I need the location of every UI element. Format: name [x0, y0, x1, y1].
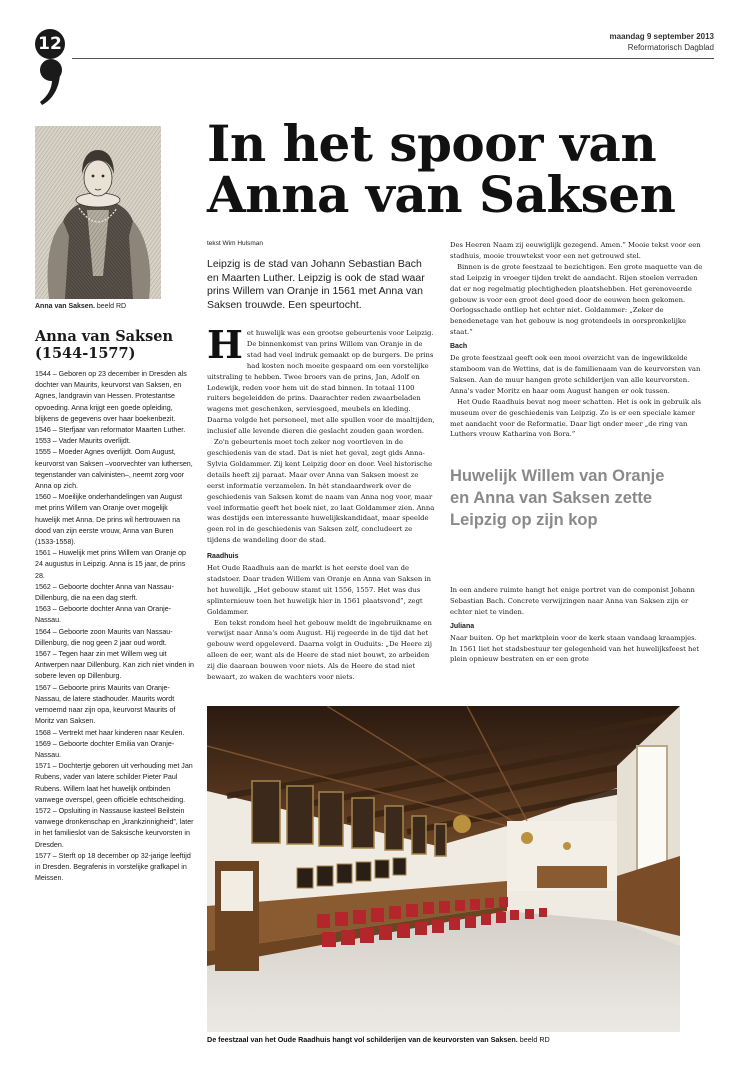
header-date: maandag 9 september 2013 [609, 32, 714, 41]
header-rule [72, 58, 714, 59]
article-byline: tekst Wim Hulsman [207, 240, 263, 247]
article-paragraph: Binnen is de grote feestzaal te bezichtigen. Een grote maquette van de stad Leipzig in vroeger tijden trekt de aandacht. Rijen stoelen verraden dat er nog regelmatig plechtigheden plaatshebben. Het gerenoveerde gebouw is voor een groot deel goed door de eeuwen heen gekomen. Oorlogsschade ontliep het echter niet. Goldammer: „Zeker de benedenetage van het gebouw is nog grotendeels in oorspronkelijke staat.” [450, 262, 703, 337]
timeline-entry: 1567 – Tegen haar zin met Willem weg uit Antwerpen naar Dillenburg. Kan zich niet vinden in sobere leven op Dillenburg. [35, 650, 194, 681]
timeline-entry: 1561 – Huwelijk met prins Willem van Oranje op 24 augustus in Leipzig. Anna is 15 jaar, de prins 28. [35, 549, 187, 580]
article-paragraph: In een andere ruimte hangt het enige portret van de componist Johann Sebastian Bach. Concrete verwijzingen naar Anna van Saksen zijn er echter niet te vinden. [450, 586, 695, 616]
timeline-entry: 1564 – Geboorte zoon Maurits van Nassau-Dillenburg, die nog geen 2 jaar oud wordt. [35, 627, 173, 647]
photo-caption-text: De feestzaal van het Oude Raadhuis hangt vol schilderijen van de keurvorsten van Saksen. [207, 1035, 518, 1044]
feestzaal-photo [207, 706, 680, 1032]
article-paragraph: Een tekst rondom heel het gebouw meldt de ingebruikname en verwijst naar Anna's oom August. Hij regeerde in de tijd dat het gebouw werd opgeleverd. Daarna volgt in Ouduits: „De Heere zij alleen de eer, want als de Heere de stad niet bouwt, zo arbeiden zij die daaraan bouwen voor niets. Als de Heere de stad niet bewaart, zo waken de wachters voor niets. [207, 618, 432, 682]
timeline-entry: 1544 – Geboren op 23 december in Dresden als dochter van Maurits, keurvorst van Saksen, en Agnes, landgravin van Hessen. Protestantse opvoeding. Anna krijgt een goede opleiding, blijkens de gegevens over haar boekenbezit. [35, 370, 187, 423]
timeline-entry: 1553 – Vader Maurits overlijdt. [35, 437, 131, 446]
timeline-entry: 1562 – Geboorte dochter Anna van Nassau-Dillenburg, die na een dag sterft. [35, 582, 174, 603]
article-paragraph: Zo'n gebeurtenis moet toch zeker nog voortleven in de geschiedenis van de stad. Dat is niet het geval, zegt gids Anna-Sylvia Goldammer. Zij kent Leipzig door en door. Veel historische details heeft zij paraat. Maar over Anna van Saksen moest ze eerst informatie verzamelen. In hét standaardwerk over de geschiedenis van Saksen komt de naam van Anna nog voor, maar veel informatie geeft het boek niet, zo laat Goldammer zien. Anna was destijds een interessante huwelijkskandidaat, maar speelde geen rol in de geschiedenis van Saksen zelf, concludeert ze tijdens de wandeling door de stad. [207, 438, 435, 545]
portrait-image [35, 126, 161, 299]
subheading-raadhuis: Raadhuis [207, 553, 239, 561]
timeline-entry: 1546 – Sterfjaar van reformator Maarten Luther. [35, 426, 186, 435]
timeline-entry: 1560 – Moeilijke onderhandelingen van August met prins Willem van Oranje over mogelijk huwelijk met Anna. De prins wil hertrouwen na dood van zijn eerste vrouw, Anna van Buren (1533-1558). [35, 493, 183, 547]
portrait-caption-name: Anna van Saksen. [35, 303, 95, 310]
article-paragraph: Naar buiten. Op het marktplein voor de kerk staan vandaag kraampjes. In 1561 liet het stadsbestuur ter gelegenheid van het huwelijksfeest het plein opnieuw bestraten en er een grote [450, 633, 700, 664]
article-column-2 [450, 240, 706, 440]
article-headline: In het spoor van Anna van Saksen [207, 114, 676, 224]
article-paragraph: Het Oude Raadhuis aan de markt is het eerste doel van de stadstoer. Daar traden Willem van Oranje en Anna van Saksen in het huwelijk. „Het gebouw stamt uit 1556, 1557. Het was dus splinternieuw toen het huwelijk hier in 1561 plaatsvond”, zegt Goldammer. [207, 564, 431, 616]
article-paragraph: Het Oude Raadhuis bevat nog meer schatten. Het is ook in gebruik als museum over de geschiedenis van Leipzig. Zo is er een speciale kamer met aandacht voor de Reformatie. Daar ligt onder meer „de ring van Luthers vrouw Katharina von Bora.” [450, 397, 701, 439]
subheading-bach: Bach [450, 343, 468, 351]
photo-caption-credit: beeld RD [519, 1035, 550, 1044]
paragraph-text: et huwelijk was een grootse gebeurtenis voor Leipzig. De binnenkomst van prins Willem van Oranje in de stad had veel indruk gemaakt op de burgers. De prins had kosten noch moeite gespaard om een vorstelijke uitstraling te hebben. Twee broers van de prins, Jan, Adolf en Lodewijk, reden voor hem uit de stad binnen. In totaal 1100 ruiters begeleidden de prins. Daarachter reden zwaarbeladen wagens met geschenken, serviesgoed, meubels en kleding. Daarna volgde het personeel, met alle spullen voor de maaltijden, inclusief alle levende dieren die geslacht zouden gaan worden. [207, 329, 435, 436]
timeline-entry: 1555 – Moeder Agnes overlijdt. Oom August, keurvorst van Saksen –voorvechter van luthersen, tegenstander van calvinisten–, neemt zorg voor Anna op zich. [35, 448, 193, 491]
article-intro: Leipzig is de stad van Johann Sebastian Bach en Maarten Luther. Leipzig is ook de stad waar prins Willem van Oranje in 1561 met Anna van Saksen trouwde. Een speurtocht. [207, 258, 425, 311]
timeline-entry: 1567 – Geboorte prins Maurits van Oranje-Nassau, de latere stadhouder. Maurits wordt vernoemd naar zijn opa, keurvorst Maurits of Moritz van Saksen. [35, 683, 176, 726]
page-number: 12 [35, 29, 65, 59]
header-paper-name: Reformatorisch Dagblad [627, 43, 714, 52]
photo-caption [207, 1035, 687, 1044]
timeline-entry: 1571 – Dochtertje geboren uit verhouding met Jan Rubens, vader van latere schilder Pieter Paul Rubens. Willem laat het huwelijk ontbinden vanwege overspel, geen officiële echtscheiding. [35, 762, 193, 804]
article-paragraph [207, 322, 435, 437]
drop-cap: H [207, 322, 243, 367]
timeline-entry: 1569 – Geboorte dochter Emilia van Oranje-Nassau. [35, 739, 175, 759]
comma-logo-icon [38, 58, 64, 106]
article-column-1 [207, 322, 435, 683]
timeline-entry: 1572 – Opsluiting in Nassause kasteel Beilstein vanwege dronkenschap en „krankzinnigheid”, later in het familieslot van de Saksische keurvorsten in Dresden. [35, 806, 194, 849]
timeline-list [35, 369, 195, 884]
sidebar-title: Anna van Saksen (1544-1577) [35, 328, 174, 362]
portrait-caption-credit: beeld RD [96, 303, 127, 310]
timeline-entry: 1568 – Vertrekt met haar kinderen naar Keulen. [35, 728, 185, 737]
article-paragraph: Des Heeren Naam zij eeuwiglijk gezegend. Amen.” Mooie tekst voor een stadhuis, mooie trouwtekst voor een net getrouwd stel. [450, 241, 701, 260]
article-paragraph: De grote feestzaal geeft ook een mooi overzicht van de ingewikkelde stamboom van de Wettins, dat is de familienaam van de keurvorsten van Saksen. Aan de muur hangen grote schilderijen van alle keurvorsten. Anna's vader Moritz en haar oom August hangen er ook tussen. [450, 354, 701, 395]
pull-quote: Huwelijk Willem van Oranje en Anna van Saksen zette Leipzig op zijn kop [450, 467, 665, 529]
portrait-caption [35, 303, 126, 310]
timeline-entry: 1563 – Geboorte dochter Anna van Oranje-Nassau. [35, 605, 172, 625]
subheading-juliana: Juliana [450, 622, 475, 630]
article-column-2-continued [450, 585, 706, 665]
timeline-entry: 1577 – Sterft op 18 december op 32-jarige leeftijd in Dresden. Begrafenis in vorstelijke grafkapel in Meissen. [35, 851, 191, 883]
